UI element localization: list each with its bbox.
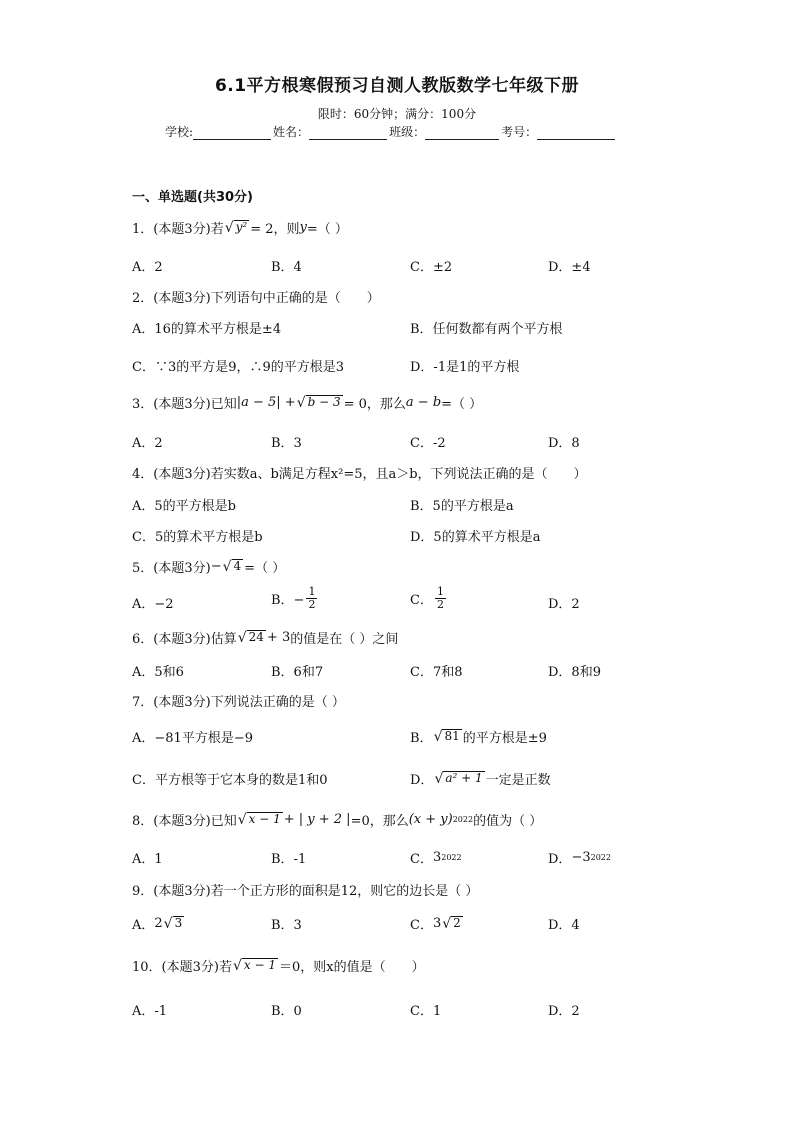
- option-1d[interactable]: D．±4: [548, 260, 591, 275]
- option-2d[interactable]: D．-1是1的平方根: [410, 360, 520, 375]
- student-info: [165, 123, 617, 140]
- sqrt-a2p1: √ a² + 1: [434, 770, 483, 787]
- question-5: 5． (本题3分) − √ 4 =（ ）: [132, 558, 286, 576]
- sqrt-y2: √ y²: [224, 219, 248, 236]
- question-10: 10． (本题3分) 若 √ x − 1 ＝0，则x的值是（ ）: [132, 957, 425, 975]
- name-label: 姓名：: [273, 125, 310, 139]
- option-6d[interactable]: D．8和9: [548, 665, 601, 680]
- question-6: 6． (本题3分) 估算 √ 24 + 3 的值是在（ ）之间: [132, 629, 399, 647]
- option-5b[interactable]: B．− $\frac{1}{2}$: [271, 585, 316, 611]
- option-10d[interactable]: D．2: [548, 1004, 580, 1019]
- option-6c[interactable]: C．7和8: [410, 665, 463, 680]
- question-8: 8． (本题3分) 已知 √ x − 1 + | y + 2 | =0，那么 (x + y) 2022 的值为（ ）: [132, 811, 543, 829]
- option-4c[interactable]: C．5的算术平方根是b: [132, 530, 263, 545]
- option-7b[interactable]: B． √ 81 的平方根是±9: [410, 728, 547, 746]
- sqrt-3: √ 3: [163, 915, 183, 932]
- option-4b[interactable]: B．5的平方根是a: [410, 499, 514, 514]
- option-3c[interactable]: C．-2: [410, 436, 446, 451]
- option-5c[interactable]: C． $\frac{1}{2}$: [410, 585, 444, 611]
- option-9b[interactable]: B．3: [271, 918, 302, 933]
- option-2b[interactable]: B．任何数都有两个平方根: [410, 322, 563, 337]
- sqrt-2: √ 2: [442, 915, 461, 932]
- option-1b[interactable]: B．4: [271, 260, 302, 275]
- sqrt-xm1: √ x − 1: [237, 811, 281, 828]
- option-5d[interactable]: D．2: [548, 597, 580, 612]
- option-8d[interactable]: D． −3 2022: [548, 850, 611, 867]
- sqrt-24: √ 24: [237, 629, 264, 646]
- option-9d[interactable]: D．4: [548, 918, 580, 933]
- option-10b[interactable]: B．0: [271, 1004, 302, 1019]
- question-2: 2． (本题3分) 下列语句中正确的是（ ）: [132, 291, 380, 306]
- section-heading: 一、单选题(共30分): [132, 190, 253, 205]
- option-8c[interactable]: C． 3 2022: [410, 850, 462, 867]
- option-6a[interactable]: A．5和6: [132, 665, 184, 680]
- question-7: 7． (本题3分) 下列说法正确的是（ ）: [132, 695, 345, 710]
- fraction-half: $\frac{1}{2}$: [436, 585, 444, 611]
- option-1a[interactable]: A．2: [132, 260, 163, 275]
- option-3d[interactable]: D．8: [548, 436, 580, 451]
- option-4d[interactable]: D．5的算术平方根是a: [410, 530, 541, 545]
- school-blank[interactable]: [193, 125, 271, 140]
- question-4: 4． (本题3分) 若实数a、b满足方程x²=5，且a＞b，下列说法正确的是（ ）: [132, 467, 587, 482]
- school-label: 学校:: [165, 125, 194, 139]
- option-9a[interactable]: A． 2 √ 3: [132, 915, 183, 933]
- option-7a[interactable]: A．−81平方根是−9: [132, 731, 253, 746]
- exam-title: 6.1平方根寒假预习自测人教版数学七年级下册: [214, 76, 580, 96]
- name-blank[interactable]: [309, 125, 387, 140]
- sqrt-b3: √ b − 3: [296, 394, 341, 411]
- option-6b[interactable]: B．6和7: [271, 665, 324, 680]
- fraction-half: $\frac{1}{2}$: [308, 585, 316, 611]
- option-3a[interactable]: A．2: [132, 436, 163, 451]
- class-blank[interactable]: [425, 125, 499, 140]
- exam-subtitle: 限时：60分钟；满分：100分: [317, 107, 477, 121]
- option-9c[interactable]: C． 3 √ 2: [410, 915, 461, 933]
- option-10a[interactable]: A．-1: [132, 1004, 168, 1019]
- option-10c[interactable]: C．1: [410, 1004, 442, 1019]
- option-4a[interactable]: A．5的平方根是b: [132, 499, 236, 514]
- option-1c[interactable]: C．±2: [410, 260, 453, 275]
- sqrt-xm1: √ x − 1: [232, 957, 276, 974]
- question-9: 9． (本题3分) 若一个正方形的面积是12，则它的边长是（ ）: [132, 884, 479, 899]
- option-2c[interactable]: C．∵3的平方是9，∴9的平方根是3: [132, 360, 345, 375]
- class-label: 班级：: [389, 125, 426, 139]
- option-2a[interactable]: A．16的算术平方根是±4: [132, 322, 282, 337]
- option-8a[interactable]: A．1: [132, 852, 163, 867]
- sqrt-4: √ 4: [222, 558, 242, 575]
- option-3b[interactable]: B．3: [271, 436, 302, 451]
- id-blank[interactable]: [537, 125, 615, 140]
- id-label: 考号：: [501, 125, 538, 139]
- question-3: 3． (本题3分) 已知 |a − 5| + √ b − 3 = 0，那么 a − b =（ ）: [132, 394, 483, 412]
- option-8b[interactable]: B．-1: [271, 852, 307, 867]
- question-1: 1． (本题3分) 若 √ y² = 2，则 y =（ ）: [132, 219, 348, 237]
- option-7c[interactable]: C．平方根等于它本身的数是1和0: [132, 773, 328, 788]
- option-5a[interactable]: A．−2: [132, 597, 174, 612]
- option-7d[interactable]: D． √ a² + 1 一定是正数: [410, 770, 551, 788]
- sqrt-81: √ 81: [433, 728, 460, 745]
